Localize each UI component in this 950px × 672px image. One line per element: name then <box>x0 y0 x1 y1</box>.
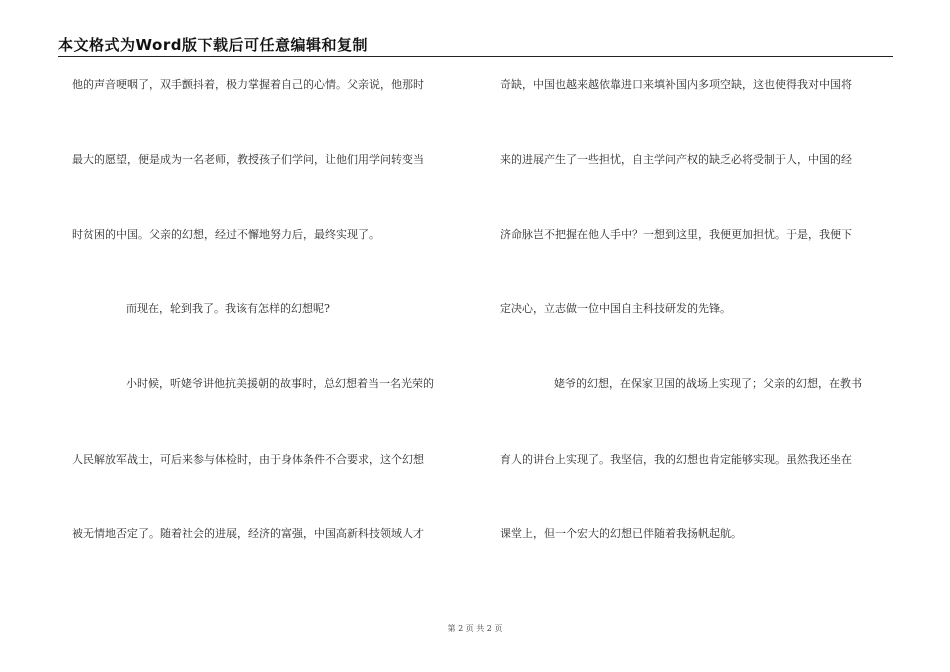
document-header-title: 本文格式为Word版下载后可任意编辑和复制 <box>58 36 368 54</box>
text-line: 时贫困的中国。父亲的幻想，经过不懈地努力后，最终实现了。 <box>72 228 380 241</box>
text-line: 济命脉岂不把握在他人手中？一想到这里，我便更加担忧。于是，我便下 <box>500 228 852 241</box>
paragraph-start-line: 姥爷的幻想，在保家卫国的战场上实现了；父亲的幻想，在教书 <box>554 377 862 390</box>
paragraph-start-line: 小时候，听姥爷讲他抗美援朝的故事时，总幻想着当一名光荣的 <box>126 377 434 390</box>
paragraph-start-line: 而现在，轮到我了。我该有怎样的幻想呢? <box>126 302 330 315</box>
text-line: 奇缺，中国也越来越依靠进口来填补国内多项空缺，这也使得我对中国将 <box>500 78 852 91</box>
text-line: 来的进展产生了一些担忧，自主学问产权的缺乏必将受制于人，中国的经 <box>500 153 852 166</box>
text-line: 最大的愿望，便是成为一名老师，教授孩子们学问，让他们用学问转变当 <box>72 153 424 166</box>
text-line: 他的声音哽咽了，双手颤抖着，极力掌握着自己的心情。父亲说，他那时 <box>72 78 424 91</box>
text-line: 定决心，立志做一位中国自主科技研发的先锋。 <box>500 302 731 315</box>
text-line: 被无情地否定了。随着社会的进展，经济的富强，中国高新科技领域人才 <box>72 527 424 540</box>
text-line: 课堂上，但一个宏大的幻想已伴随着我扬帆起航。 <box>500 527 742 540</box>
page-number-footer: 第 2 页 共 2 页 <box>447 624 503 633</box>
header-divider <box>58 56 893 57</box>
text-line: 育人的讲台上实现了。我坚信，我的幻想也肯定能够实现。虽然我还坐在 <box>500 453 852 466</box>
text-line: 人民解放军战士，可后来参与体检时，由于身体条件不合要求，这个幻想 <box>72 453 424 466</box>
